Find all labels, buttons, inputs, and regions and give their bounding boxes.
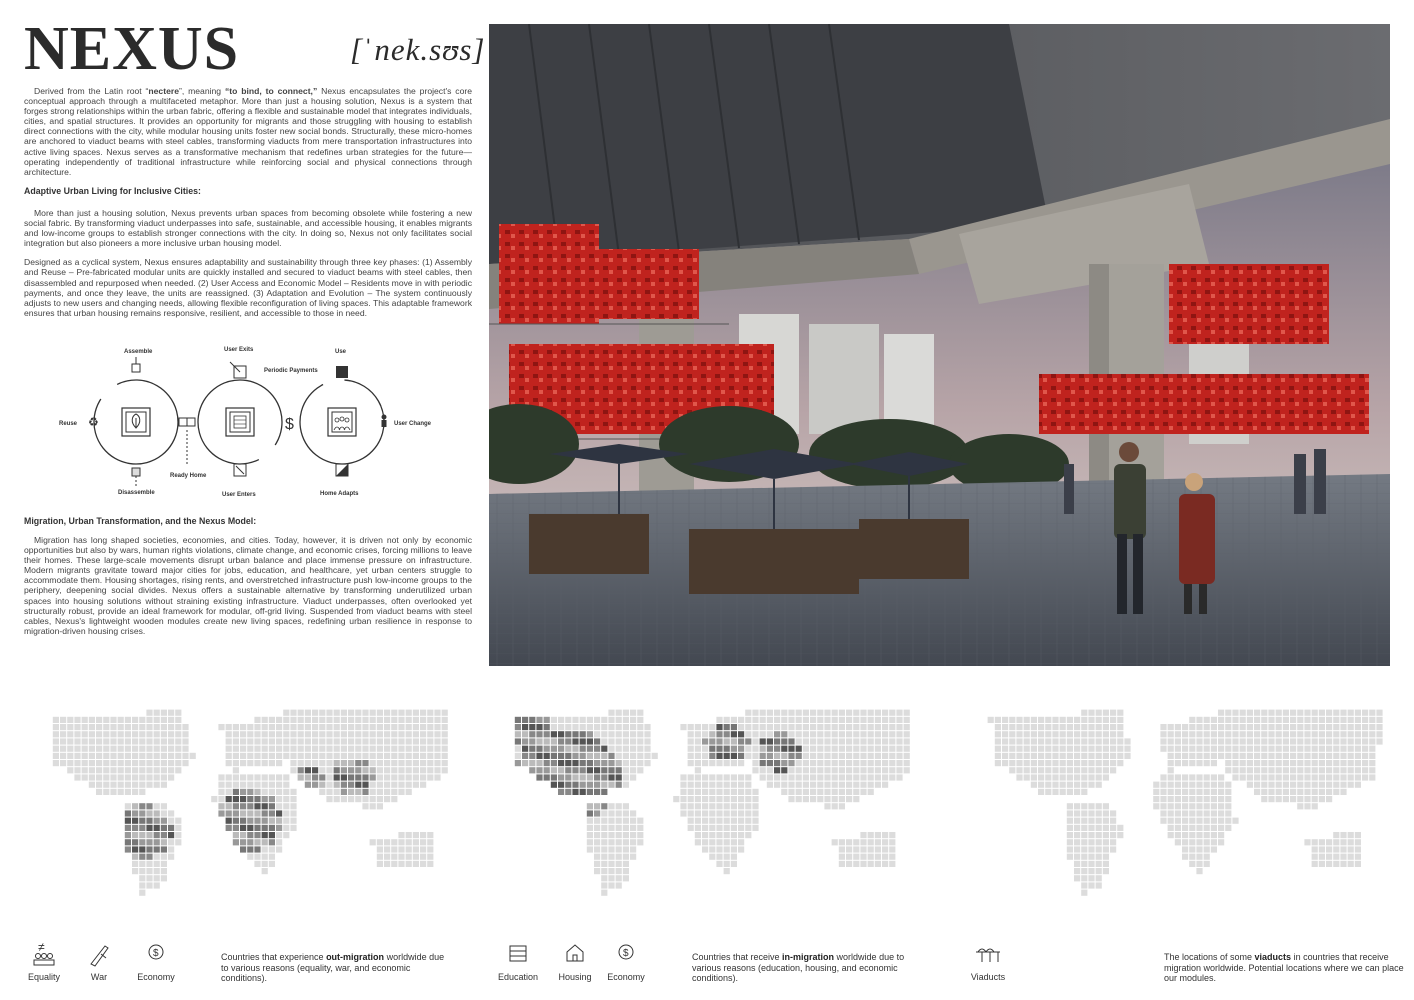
legend-equality <box>24 940 64 982</box>
viaducts-label: Viaducts <box>970 972 1006 982</box>
migration-body: Migration has long shaped societies, economies, and cities. Today, however, it is driven not only by economic opportunities but also by wars, human rights violations, climate change, and economic crises, forcing millions to leave their homes. These large-scale movements disrupt urban balance and place immense pressure on infrastructure. Modern migrants gravitate toward major cities for jobs, education, and healthcare, yet urban centers struggle to accommodate them. Housing shortages, rising rents, and overstretched infrastructure push low-income groups to the periphery, deepening social divides. Nexus offers a sustainable alternative by transforming underutilized urban spaces into housing solutions without straining existing infrastructure. Viaduct underpasses, often overlooked yet structurally robust, provide an ideal framework for modular, off-grid living. Suspended from viaduct beams with steel cables, Nexus's lightweight wooden modules create new living spaces, redefining urban resilience in response to migration-driven housing crises. <box>24 535 472 636</box>
label-ready-home: Ready Home <box>170 473 207 479</box>
dollar-icon: $ <box>285 416 294 433</box>
war-label: War <box>90 972 108 982</box>
legend-housing <box>554 940 596 982</box>
coin-icon <box>144 940 168 968</box>
legend-education <box>494 940 542 982</box>
education-label: Education <box>497 972 539 982</box>
legend-viaducts-item <box>966 940 1010 982</box>
legend-war <box>84 940 114 982</box>
books-icon <box>506 940 530 968</box>
cycle-diagram <box>54 340 454 502</box>
housing-label: Housing <box>558 972 592 982</box>
label-assemble: Assemble <box>124 349 153 355</box>
label-use: Use <box>335 349 347 355</box>
svg-text:$: $ <box>153 948 159 959</box>
legend-economy-2 <box>604 940 648 982</box>
red-module <box>499 224 599 324</box>
legend-viaducts <box>966 940 1406 990</box>
viaduct-render <box>489 24 1390 666</box>
label-disassemble: Disassemble <box>118 490 155 496</box>
phonetic-spelling: [ˈnek.sʊs] <box>350 32 486 67</box>
label-user-change: User Change <box>394 421 432 427</box>
coin-icon <box>614 940 638 968</box>
adaptive-heading: Adaptive Urban Living for Inclusive Cities: <box>24 185 201 196</box>
migration-heading: Migration, Urban Transformation, and the Nexus Model: <box>24 516 257 526</box>
label-user-exits: User Exits <box>224 347 254 353</box>
house-icon <box>563 940 587 968</box>
legend-out-migration-text: Countries that experience out-migration worldwide due to various reasons (equality, war, and economic conditions). <box>221 952 445 983</box>
rifle-icon <box>87 940 111 968</box>
legend-out-migration <box>24 940 464 990</box>
economy-label: Economy <box>137 972 175 982</box>
equality-label: Equality <box>27 972 61 982</box>
viaducts-map <box>966 688 1396 924</box>
in-migration-map <box>486 688 926 924</box>
legend-viaducts-text: The locations of some viaducts in countries that receive migration worldwide. Potential locations where we can place our modules. <box>1164 952 1404 983</box>
label-user-enters: User Enters <box>222 492 256 498</box>
intro-paragraph-3: Designed as a cyclical system, Nexus ensures adaptability and sustainability through three key phases: (1) Assembly and Reuse – Pre-fabricated modular units are quickly installed and secured to viaduct beams with steel cables, then disassembled and repurposed when needed. (2) User Access and Economic Model – Residents move in with periodic payments, and once they leave, the units are reassigned. (3) Adaptation and Evolution – The system continuously adjusts to new users and changing needs, allowing flexible reconfiguration of living spaces. This adaptable framework ensures that urban housing remains responsive, resilient, and accessible to those in need. <box>24 257 472 318</box>
page-title: NEXUS <box>24 15 240 83</box>
label-periodic-payments: Periodic Payments <box>264 368 318 374</box>
intro-paragraph-1: Derived from the Latin root “nectere”, meaning “to bind, to connect,” Nexus encapsulates the project's core conceptual approach through a multifaceted metaphor. More than just a housing solution, Nexus is a system that forges strong relationships within the urban fabric, offering a flexible and sustainable model that integrates individuals, cities, and spatial structures. It provides an opportunity for migrants and those struggling with housing to establish direct connections with the city, while modular housing units foster new social bonds. Structurally, these micro-homes are anchored to viaduct beams with steel cables, transforming viaducts from mere transportation infrastructures into active living spaces. Nexus serves as a transformative mechanism that redefines urban strategies for the future—operating independently of traditional infrastructure while reinforcing social and physical connections through architecture. <box>24 86 472 177</box>
intro-paragraph-2: More than just a housing solution, Nexus prevents urban spaces from becoming obsolete while fostering a new social fabric. By transforming viaduct underpasses into safe, sustainable, and accessible housing, it enables migrants and low-income groups to establish stronger connections with the city. In doing so, Nexus not only facilitates social integration but also pioneers a more inclusive urban housing model. <box>24 207 472 249</box>
viaduct-icon <box>974 940 1002 968</box>
recycle-icon: ♻ <box>88 415 99 429</box>
legend-in-migration-text: Countries that receive in-migration worldwide due to various reasons (education, housing, and economic conditions). <box>692 952 905 983</box>
svg-text:≠: ≠ <box>38 940 45 954</box>
label-reuse: Reuse <box>59 421 78 427</box>
legend-in-migration <box>494 940 934 990</box>
label-home-adapts: Home Adapts <box>320 491 359 497</box>
out-migration-map <box>24 688 464 924</box>
legend-economy <box>134 940 178 982</box>
intro-text <box>24 86 472 327</box>
svg-text:$: $ <box>623 948 629 959</box>
economy-label-2: Economy <box>607 972 645 982</box>
